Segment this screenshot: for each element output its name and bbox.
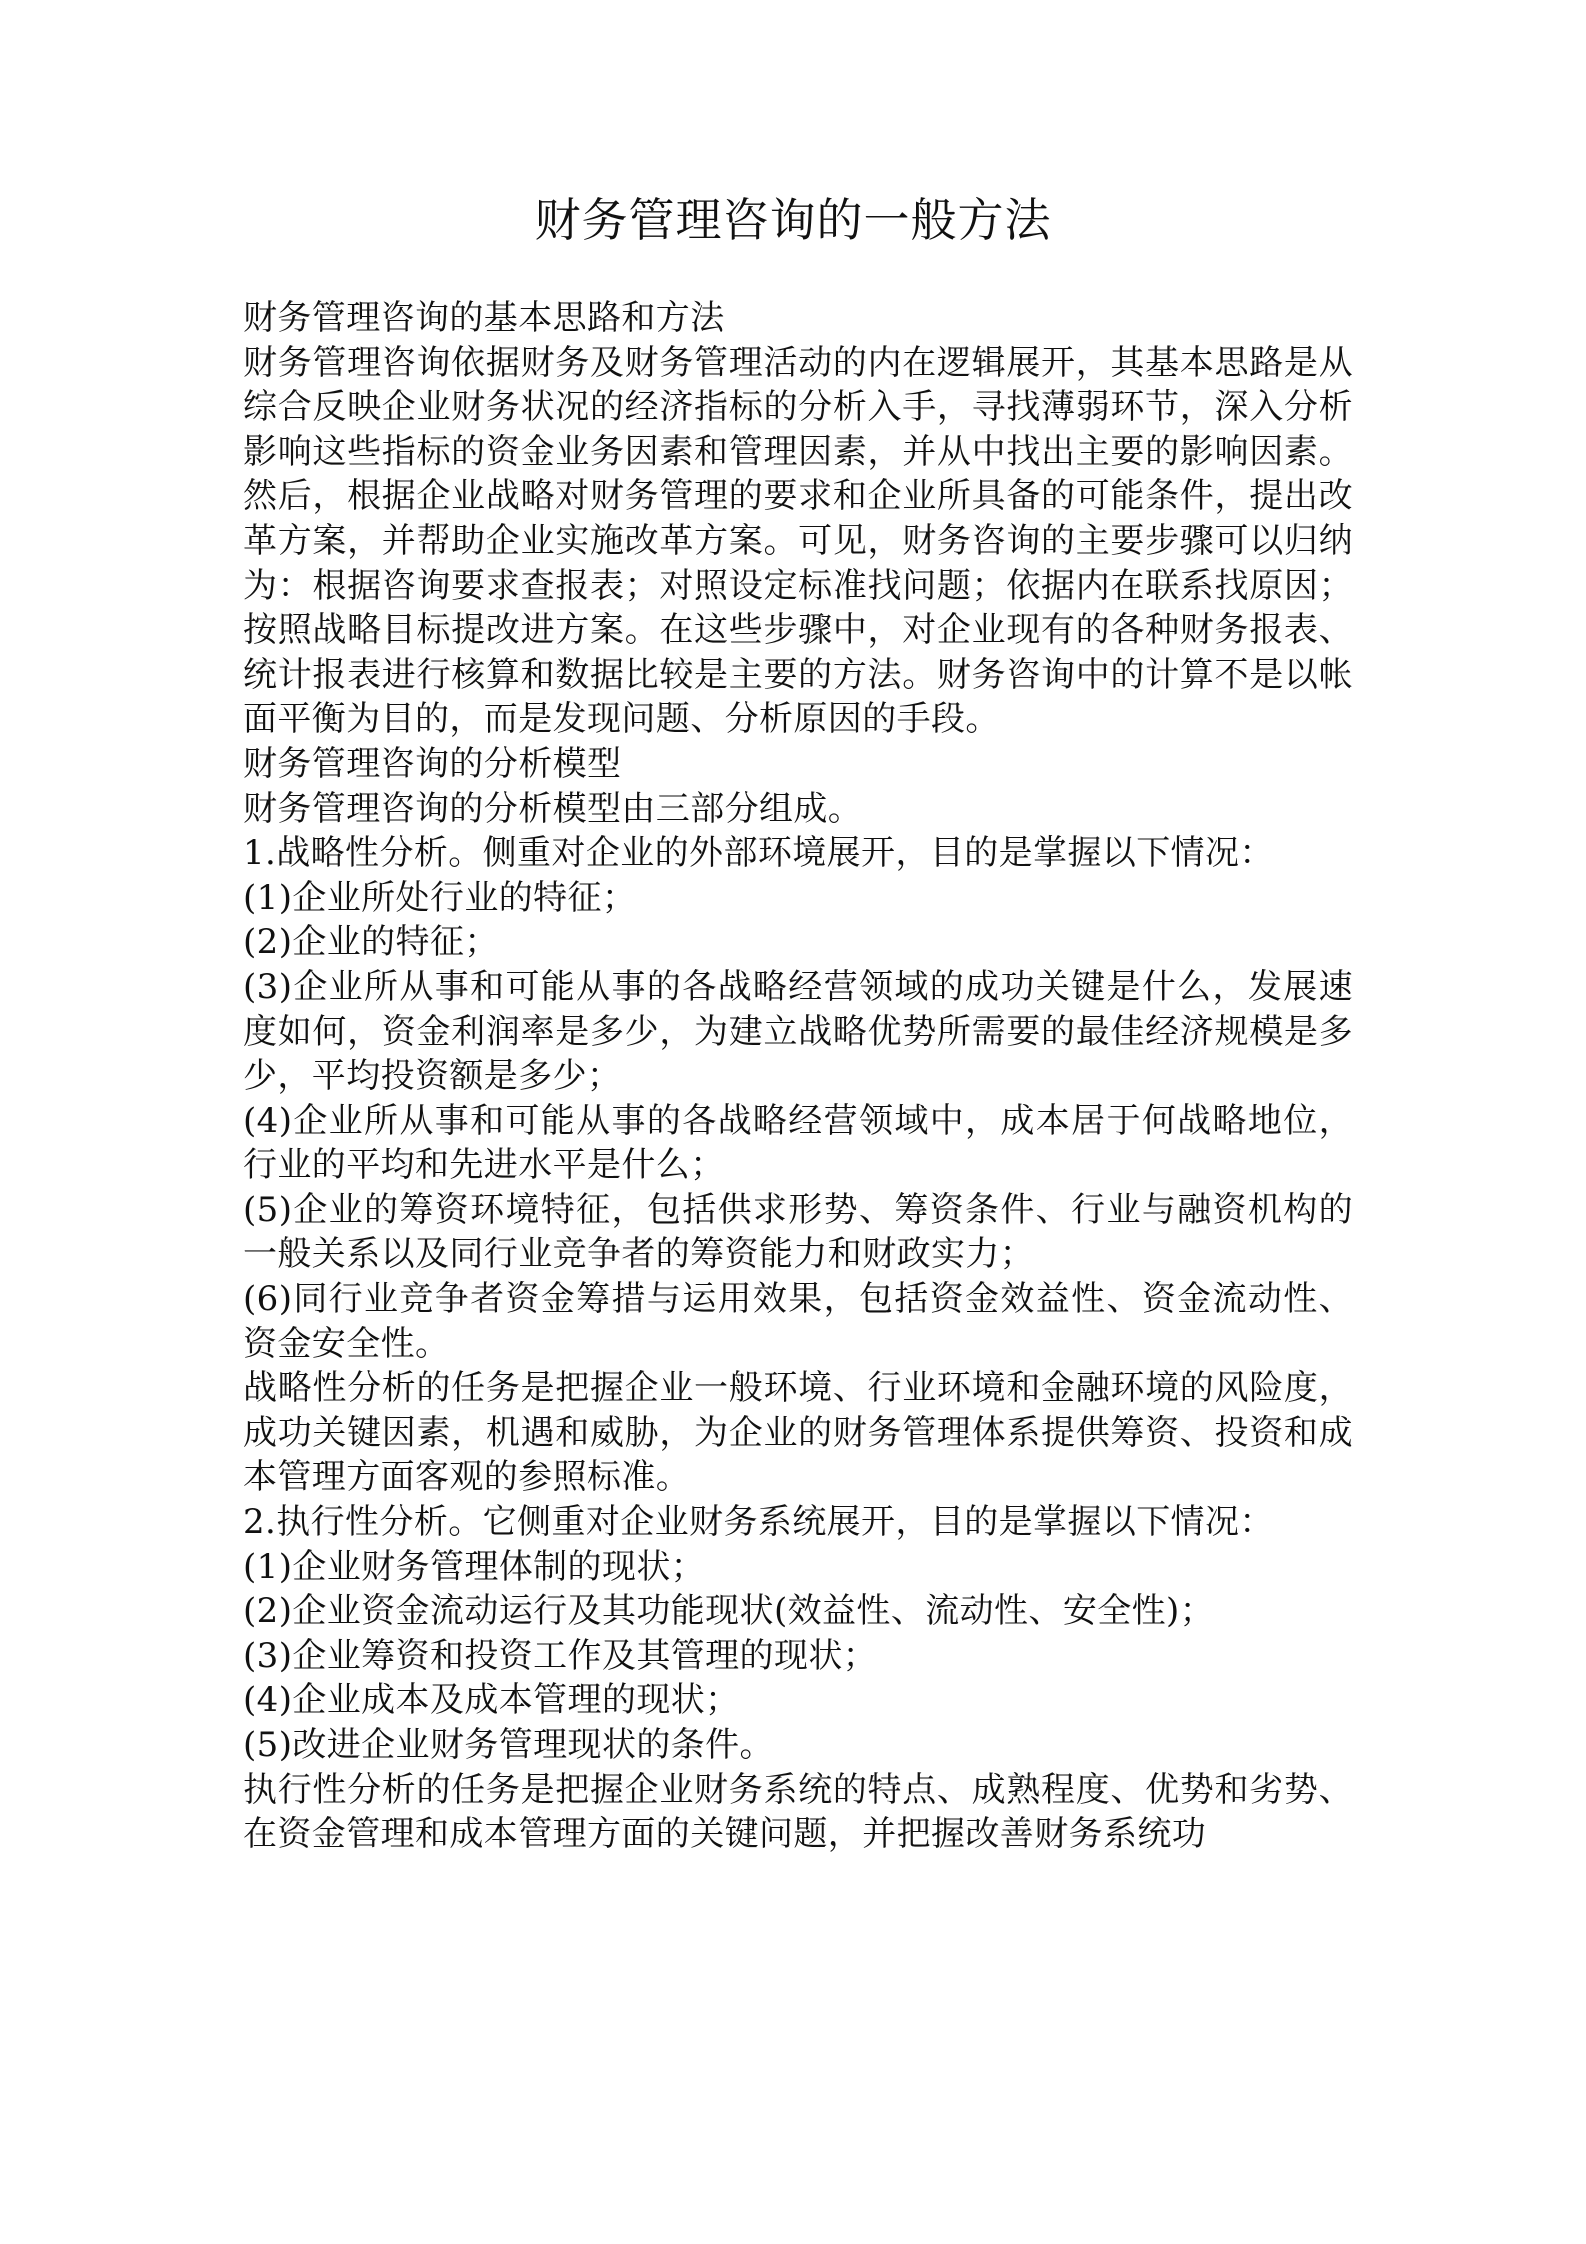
section-heading: 财务管理咨询的基本思路和方法 [243, 298, 725, 338]
list-item: (2)企业资金流动运行及其功能现状(效益性、流动性、安全性)； [243, 1591, 1215, 1632]
list-item: (4)企业成本及成本管理的现状； [243, 1680, 740, 1721]
list-item: (3)企业所从事和可能从事的各战略经营领域的成功关键是什么，发展速度如何，资金利润率是多少，为建立战略优势所需要的最佳经济规模是多少，平均投资额是多少； [243, 966, 1353, 1097]
list-item: (5)改进企业财务管理现状的条件。 [243, 1725, 774, 1765]
document-body [243, 296, 1353, 1857]
list-item: (4)企业所从事和可能从事的各战略经营领域中，成本居于何战略地位，行业的平均和先进水平是什么； [243, 1100, 1353, 1186]
section-heading: 财务管理咨询的分析模型 [243, 743, 622, 784]
list-item: (1)企业财务管理体制的现状； [243, 1546, 706, 1587]
list-item: (6)同行业竞争者资金筹措与运用效果，包括资金效益性、资金流动性、资金安全性。 [243, 1279, 1353, 1364]
list-item: (2)企业的特征； [243, 922, 499, 963]
list-item: (5)企业的筹资环境特征，包括供求形势、筹资条件、行业与融资机构的一般关系以及同行业竞争者的筹资能力和财政实力； [243, 1189, 1353, 1275]
list-item: (1)企业所处行业的特征； [243, 877, 637, 918]
document-title: 财务管理咨询的一般方法 [534, 193, 1052, 247]
list-heading: 2.执行性分析。它侧重对企业财务系统展开，目的是掌握以下情况： [243, 1502, 1274, 1543]
paragraph: 财务管理咨询依据财务及财务管理活动的内在逻辑展开，其基本思路是从综合反映企业财务状况的经济指标的分析入手，寻找薄弱环节，深入分析影响这些指标的资金业务因素和管理因素，并从中找出主要的影响因素。然后，根据企业战略对财务管理的要求和企业所具备的可能条件，提出改革方案，并帮助企业实施改革方案。可见，财务咨询的主要步骤可以归纳为：根据咨询要求查报表；对照设定标准找问题；依据内在联系找原因；按照战略目标提改进方案。在这些步骤中，对企业现有的各种财务报表、统计报表进行核算和数据比较是主要的方法。财务咨询中的计算不是以帐面平衡为目的，而是发现问题、分析原因的手段。 [243, 342, 1353, 740]
list-heading: 1.战略性分析。侧重对企业的外部环境展开，目的是掌握以下情况： [243, 833, 1274, 874]
paragraph: 战略性分析的任务是把握企业一般环境、行业环境和金融环境的风险度，成功关键因素，机遇和威胁，为企业的财务管理体系提供筹资、投资和成本管理方面客观的参照标准。 [243, 1368, 1353, 1498]
paragraph: 执行性分析的任务是把握企业财务系统的特点、成熟程度、优势和劣势、在资金管理和成本管理方面的关键问题，并把握改善财务系统功 [243, 1769, 1353, 1855]
list-item: (3)企业筹资和投资工作及其管理的现状； [243, 1635, 878, 1676]
paragraph: 财务管理咨询的分析模型由三部分组成。 [243, 788, 863, 829]
